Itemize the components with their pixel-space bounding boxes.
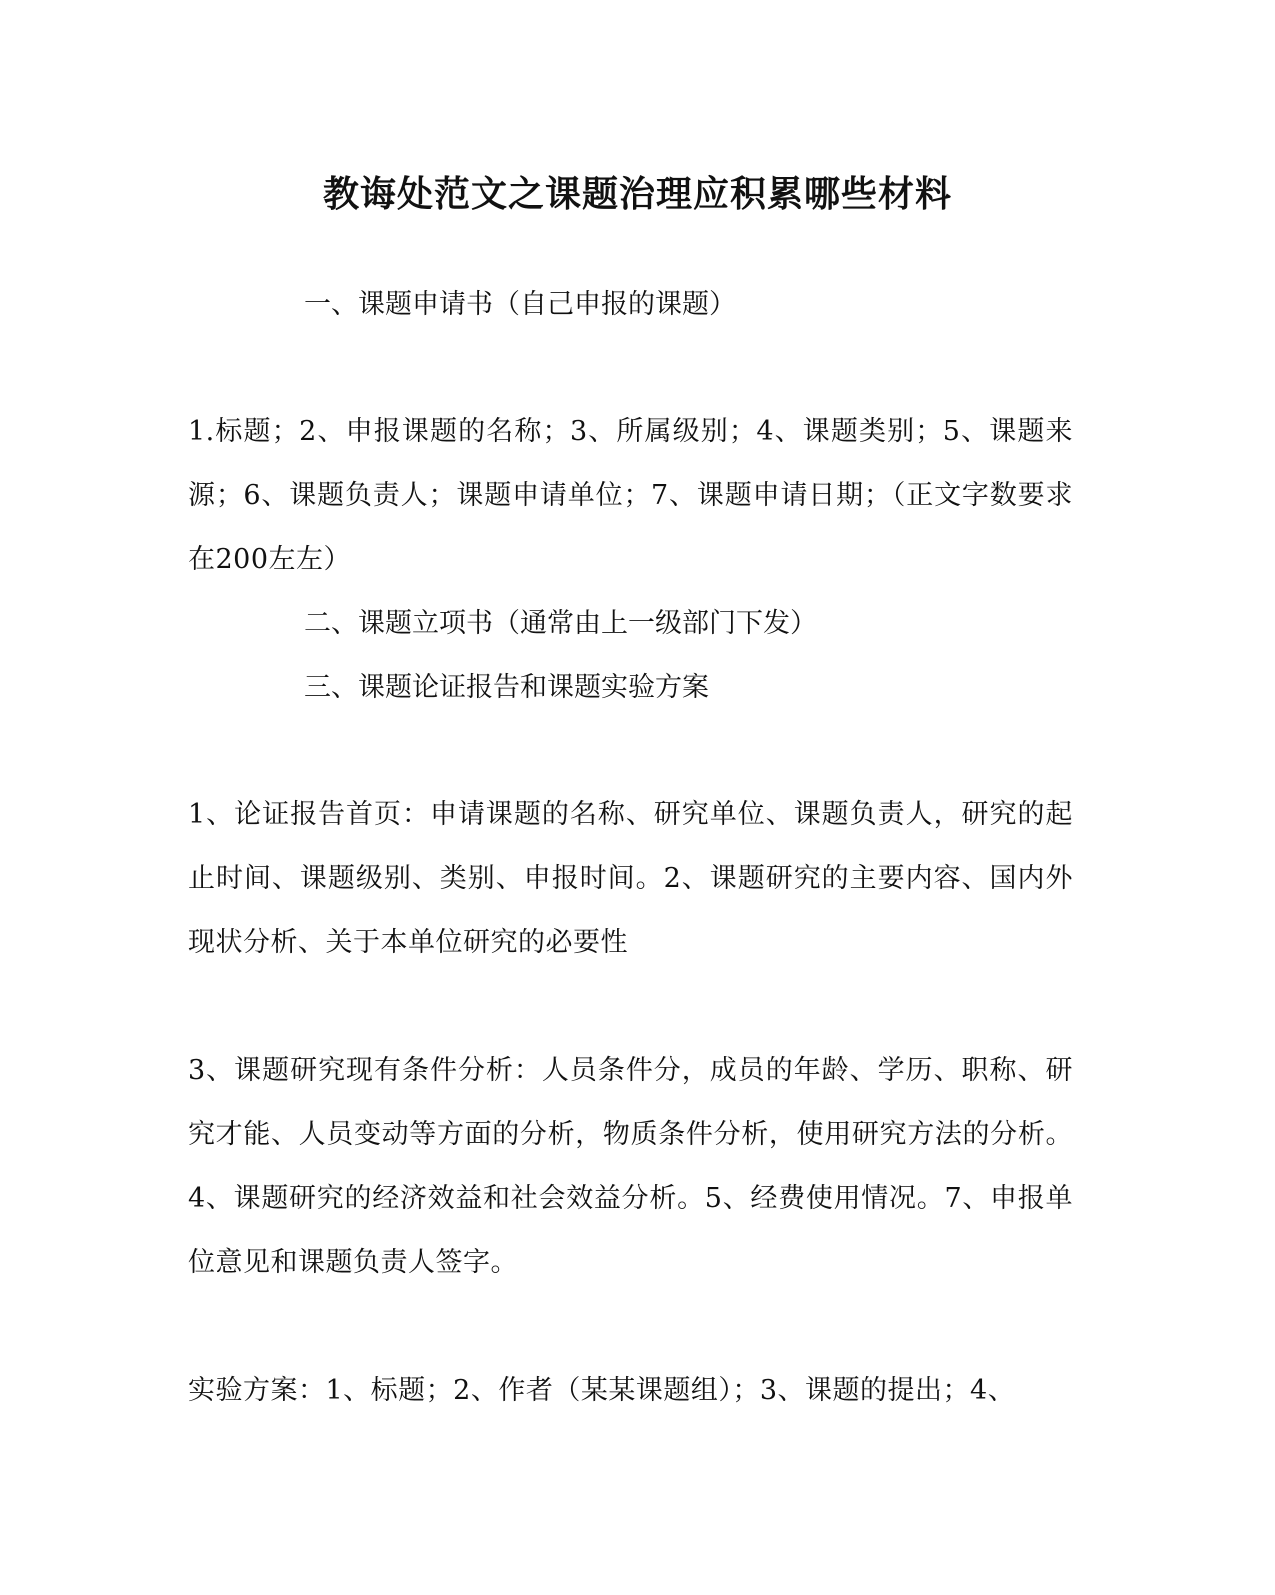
section-heading-2: 二、课题立项书（通常由上一级部门下发） (304, 608, 817, 639)
paragraph-2: 1、论证报告首页：申请课题的名称、研究单位、课题负责人，研究的起止时间、课题级别、类别、申报时间。2、课题研究的主要内容、国内外现状分析、关于本单位研究的必要性 (188, 799, 1073, 958)
paragraph-3: 3、课题研究现有条件分析：人员条件分，成员的年龄、学历、职称、研究才能、人员变动等方面的分析，物质条件分析，使用研究方法的分析。4、课题研究的经济效益和社会效益分析。5、经费使用情况。7、申报单位意见和课题负责人签字。 (188, 1055, 1073, 1278)
section-heading-1: 一、课题申请书（自己申报的课题） (304, 289, 736, 320)
paragraph-1: 1.标题；2、申报课题的名称；3、所属级别；4、课题类别；5、课题来源；6、课题负责人；课题申请单位；7、课题申请日期；（正文字数要求在200左左） (188, 416, 1073, 575)
paragraph-4: 实验方案：1、标题；2、作者（某某课题组）；3、课题的提出；4、 (188, 1375, 1016, 1406)
document-title: 教诲处范文之课题治理应积累哪些材料 (322, 173, 952, 215)
section-heading-3: 三、课题论证报告和课题实验方案 (304, 672, 709, 703)
